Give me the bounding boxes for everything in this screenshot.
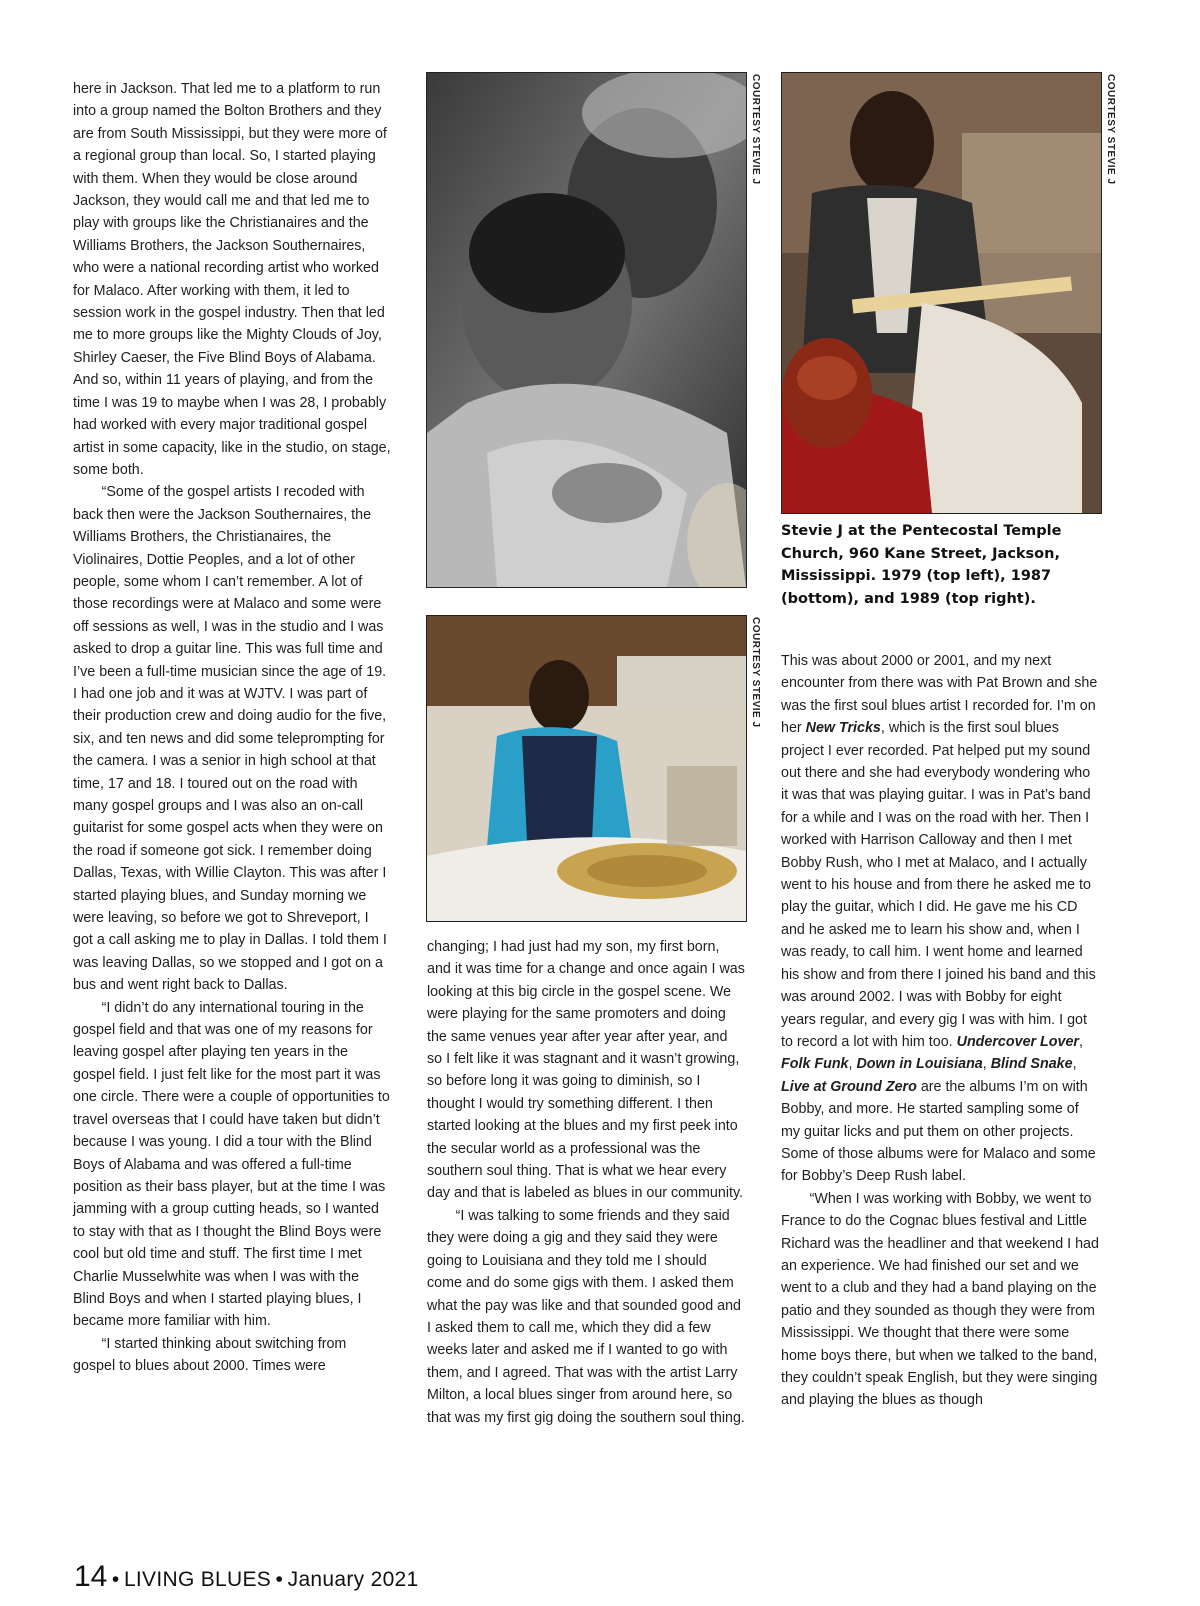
article-column-1	[73, 78, 391, 1378]
photo-1989-guitar	[781, 72, 1102, 514]
paragraph: “I didn’t do any international touring in the gospel field and that was one of my reasons for leaving gospel after playing ten years in the gospel field. I just felt like for the most part it was one circle. There were a couple of opportunities to travel overseas that I could have taken but didn’t because I was young. I did a tour with the Blind Boys of Alabama and was offered a full-time position as their bass player, but at the time I was jamming with a group cutting heads, so I wanted to stay with that as I thought the Blind Boys were cool but old time and stuff. The first time I met Charlie Musselwhite was when I was with the Blind Boys and when I started playing blues, I became more familiar with him.	[73, 999, 390, 1330]
photo-credit: COURTESY STEVIE J	[750, 617, 761, 728]
issue-date: January 2021	[287, 1568, 419, 1591]
paragraph: “Some of the gospel artists I recoded with back then were the Jackson Southernaires, the Williams Brothers, the Christianaires, the Violinaires, Dottie Peoples, and a lot of other people, some whom I can’t remember. A lot of those recordings were at Malaco and some were off sessions as well, I was in the studio and I was asked to drop a guitar line. This was full time and I’ve been a full-time musician since the age of 19. I had one job and it was at WJTV. I was part of their production crew and doing audio for the five, six, and ten news and did some teleprompting for the camera. I was a senior in high school at that time, 17 and 18. I toured out on the road with many gospel groups and I was also an on-call guitarist for some gospel acts when they were on the road if someone got sick. I remember doing Dallas, Texas, with Willie Clayton. This was after I started playing blues, and Sunday morning we were leaving, so before we got to Shreveport, I got a call asking me to play in Dallas. I told them I was leaving Dallas, so we stopped and I got on a bus and went right back to Dallas.	[73, 484, 387, 994]
footer-bullet: •	[275, 1568, 284, 1591]
paragraph: “I started thinking about switching from gospel to blues about 2000. Times were	[73, 1335, 347, 1375]
paragraph: “I was talking to some friends and they said they were doing a gig and they said they were going to Louisiana and they told me I should come and do some gigs with them. I asked them what the pay was like and that sounded good and I asked them to call me, which they did a few weeks later and asked me if I wanted to go with them, and I agreed. That was with the artist Larry Milton, a local blues singer from around here, so that was my first gig doing the southern soul thing.	[427, 1207, 745, 1426]
photo-credit: COURTESY STEVIE J	[750, 74, 761, 185]
page-footer	[74, 1560, 419, 1594]
album-title: Blind Snake	[990, 1056, 1073, 1073]
photo-credit: COURTESY STEVIE J	[1105, 74, 1116, 185]
paragraph: This was about 2000 or 2001, and my next encounter from there was with Pat Brown and she was the first soul blues artist I recorded for. I’m on her New Tricks, which is the first soul blues project I ever recorded. Pat helped put my sound out there and she had everybody wondering who it was that was playing guitar. I was in Pat’s band for a while and I was on the road with her. Then I worked with Harrison Calloway and then I met Bobby Rush, who I met at Malaco, and I actually went to his house and from there he asked me to play the guitar, which I did. He gave me his CD and he asked me to learn his show and, when I was ready, to call him. I went home and learned his show and from there I joined his band and this was around 2002. I was with Bobby for eight years regular, and every gig I was with him. I got to record a lot with him too. Undercover Lover, Folk Funk, Down in Louisiana, Blind Snake, Live at Ground Zero are the albums I’m on with Bobby, and more. He started sampling some of my guitar licks and put them on other projects. Some of those albums were for Malaco and some for Bobby’s Deep Rush label.	[781, 653, 1098, 1185]
album-title: New Tricks	[805, 720, 881, 737]
photo-1979-black-and-white	[426, 72, 747, 588]
article-column-2	[427, 936, 745, 1429]
publication-name: LIVING BLUES	[123, 1568, 272, 1591]
paragraph: here in Jackson. That led me to a platform to run into a group named the Bolton Brothers and they are from South Mississippi, but they were more of a regional group than local. So, I started playing with them. When they would be close around Jackson, they would call me and that led me to play with groups like the Christianaires and the Williams Brothers, the Jackson Southernaires, who were a national recording artist who worked for Malaco. After working with them, it led to session work in the gospel industry. Then that led me to more groups like the Mighty Clouds of Joy, Shirley Caeser, the Five Blind Boys of Alabama. And so, within 11 years of playing, and from the time I was 19 to maybe when I was 28, I probably had worked with every major traditional gospel artist in some capacity, like in the studio, on stage, some both.	[73, 81, 391, 478]
footer-bullet: •	[111, 1568, 120, 1591]
article-column-3	[781, 650, 1099, 1412]
photo-caption: Stevie J at the Pentecostal Temple Church, 960 Kane Street, Jackson, Mississippi. 1979 (top left), 1987 (bottom), and 1989 (top right).	[781, 523, 1062, 607]
album-title: Folk Funk	[781, 1056, 849, 1073]
page-number: 14	[74, 1560, 108, 1593]
photo-1987-drums	[426, 615, 747, 922]
album-title: Live at Ground Zero	[781, 1078, 917, 1095]
paragraph: changing; I had just had my son, my first born, and it was time for a change and once again I was looking at this big circle in the gospel scene. We were playing for the same promoters and doing the same venues year after year after year, and so I felt like it was stagnant and it wasn’t growing, so before long it was going to diminish, so I thought I would try something different. I then started looking at the blues and my first peek into the secular world as a professional was the southern soul thing. That is what we hear every day and that is labeled as blues in our community.	[427, 939, 745, 1202]
album-title: Undercover Lover	[956, 1033, 1079, 1050]
album-title: Down in Louisiana	[856, 1056, 983, 1073]
paragraph: “When I was working with Bobby, we went to France to do the Cognac blues festival and Little Richard was the headliner and that weekend I had an experience. We had finished our set and we went to a club and they had a band playing on the patio and they sounded as though they were from Mississippi. We thought that there were some home boys there, but when we talked to the band, they couldn’t speak English, but they were singing and playing the blues as though	[781, 1190, 1099, 1409]
